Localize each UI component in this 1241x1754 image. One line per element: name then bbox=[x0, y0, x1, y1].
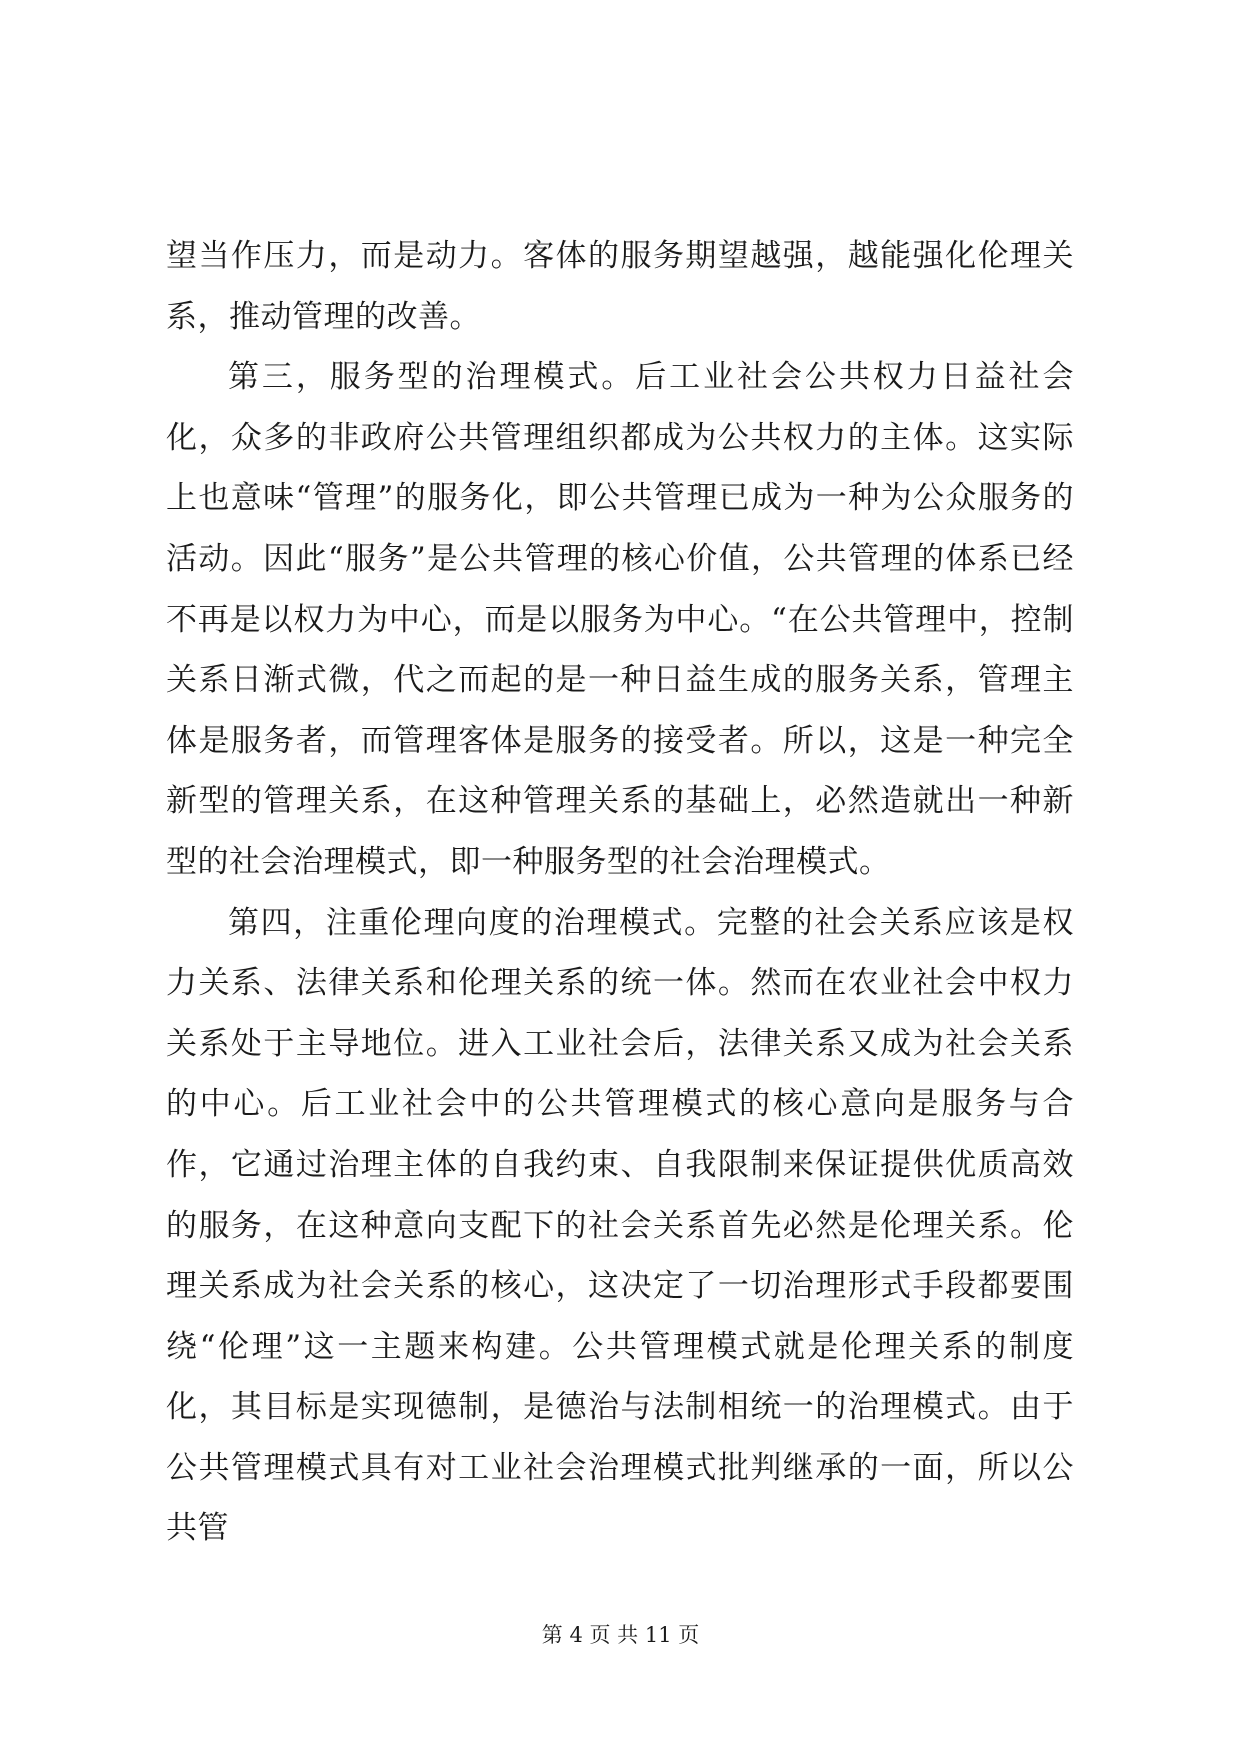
paragraph-continuation: 望当作压力，而是动力。客体的服务期望越强，越能强化伦理关系，推动管理的改善。 bbox=[166, 238, 1074, 335]
paragraph-third-point: 第三，服务型的治理模式。后工业社会公共权力日益社会化，众多的非政府公共管理组织都成为公共权力的主体。这实际上也意味“管理”的服务化，即公共管理已成为一种为公众服务的活动。因此“服务”是公共管理的核心价值，公共管理的体系已经不再是以权力为中心，而是以服务为中心。“在公共管理中，控制关系日渐式微，代之而起的是一种日益生成的服务关系，管理主体是服务者，而管理客体是服务的接受者。所以，这是一种完全新型的管理关系，在这种管理关系的基础上，必然造就出一种新型的社会治理模式，即一种服务型的社会治理模式。 bbox=[166, 359, 1074, 880]
page-number-footer: 第 4 页 共 11 页 bbox=[541, 1623, 700, 1647]
body-text bbox=[166, 226, 1074, 1559]
paragraph-fourth-point: 第四，注重伦理向度的治理模式。完整的社会关系应该是权力关系、法律关系和伦理关系的统一体。然而在农业社会中权力关系处于主导地位。进入工业社会后，法律关系又成为社会关系的中心。后工业社会中的公共管理模式的核心意向是服务与合作，它通过治理主体的自我约束、自我限制来保证提供优质高效的服务，在这种意向支配下的社会关系首先必然是伦理关系。伦理关系成为社会关系的核心，这决定了一切治理形式手段都要围绕“伦理”这一主题来构建。公共管理模式就是伦理关系的制度化，其目标是实现德制，是德治与法制相统一的治理模式。由于公共管理模式具有对工业社会治理模式批判继承的一面，所以公共管 bbox=[166, 904, 1074, 1547]
